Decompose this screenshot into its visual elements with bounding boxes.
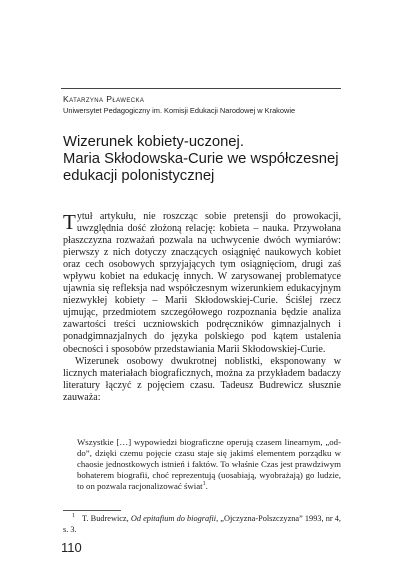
author-name: Katarzyna Pławecka [63,94,145,104]
footnote-text-before: T. Budrewicz, [82,514,131,523]
title-line-1: Wizerunek kobiety-uczonej. [63,134,244,150]
body-paragraph-1-text: ytuł artykułu, nie roszcząc sobie pretensji do prowokacji, uwzględnia dość złożoną relację: kobieta – nauka. Przywołana płaszczyzna rozważań pozwala na uchwycenie dwóch wymiarów: pierwszy z nich dotyczy znaczących osiągnięć naukowych kobiet oraz cech osobowych sprzyjających tym osiągnięciom, drugi zaś wpływu kobiet na edukację innych. W zarysowanej problematyce ujawnia się refleksja nad współczesnym wizerunkiem edukacyjnym niezwykłej kobiety – Marii Skłodowskiej-Curie. Ściślej rzecz ujmując, przedmiotem szczegółowego rozpoznania będzie analiza zawartości treści uczniowskich podręczników gimnazjalnych i ponadgimnazjalnych do języka polskiego pod kątem ustalenia obecności i sposobów przedstawiania Marii Skłodowskiej-Curie. [63,211,341,355]
quote-text: Wszystkie […] wypowiedzi biograficzne operują czasem linearnym, „od-do”, dzięki czemu pojęcie czasu staje się jakimś elementem porządku w chaosie jednostkowych istnień i faktów. To właśnie Czas jest prawdziwym bohaterem biografii, choć reprezentują (uosabiają, wyobrażają) go ludzie, to on pozwala racjonalizować świat [77,437,341,492]
footnote-work-title: Od epitafium do biografii [130,514,217,523]
header-rule [61,88,341,89]
footnote [63,514,341,535]
footnote-paragraph: 1 T. Budrewicz, Od epitafium do biografii, „Ojczyzna-Polszczyzna” 1993, nr 4, s. 3. [63,513,342,534]
body-paragraph-1 [63,211,341,356]
drop-cap: T [63,210,76,234]
page-number: 110 [61,540,82,555]
footnote-rule [63,510,121,511]
article-title [63,134,363,185]
block-quote [77,437,341,492]
footnote-reference: 1 [202,481,206,488]
title-line-3: edukacji polonistycznej [63,168,215,184]
body-paragraph-2: Wizerunek osobowy dwukrotnej noblistki, eksponowany w licznych materiałach biograficznych, można za przykładem badaczy literatury łączyć z pojęciem czasu. Tadeusz Budrewicz słusznie zauważa: [63,355,341,403]
footnote-text-after: , „Ojczyzna-Polszczyzna” 1993, nr 4, s. 3. [63,514,342,534]
quote-end: . [205,481,208,492]
quote-paragraph [77,437,341,492]
article-body [63,211,341,404]
author-affiliation: Uniwersytet Pedagogiczny im. Komisji Edukacji Narodowej w Krakowie [63,106,296,115]
title-line-2: Maria Skłodowska-Curie we współczesnej [63,151,339,167]
